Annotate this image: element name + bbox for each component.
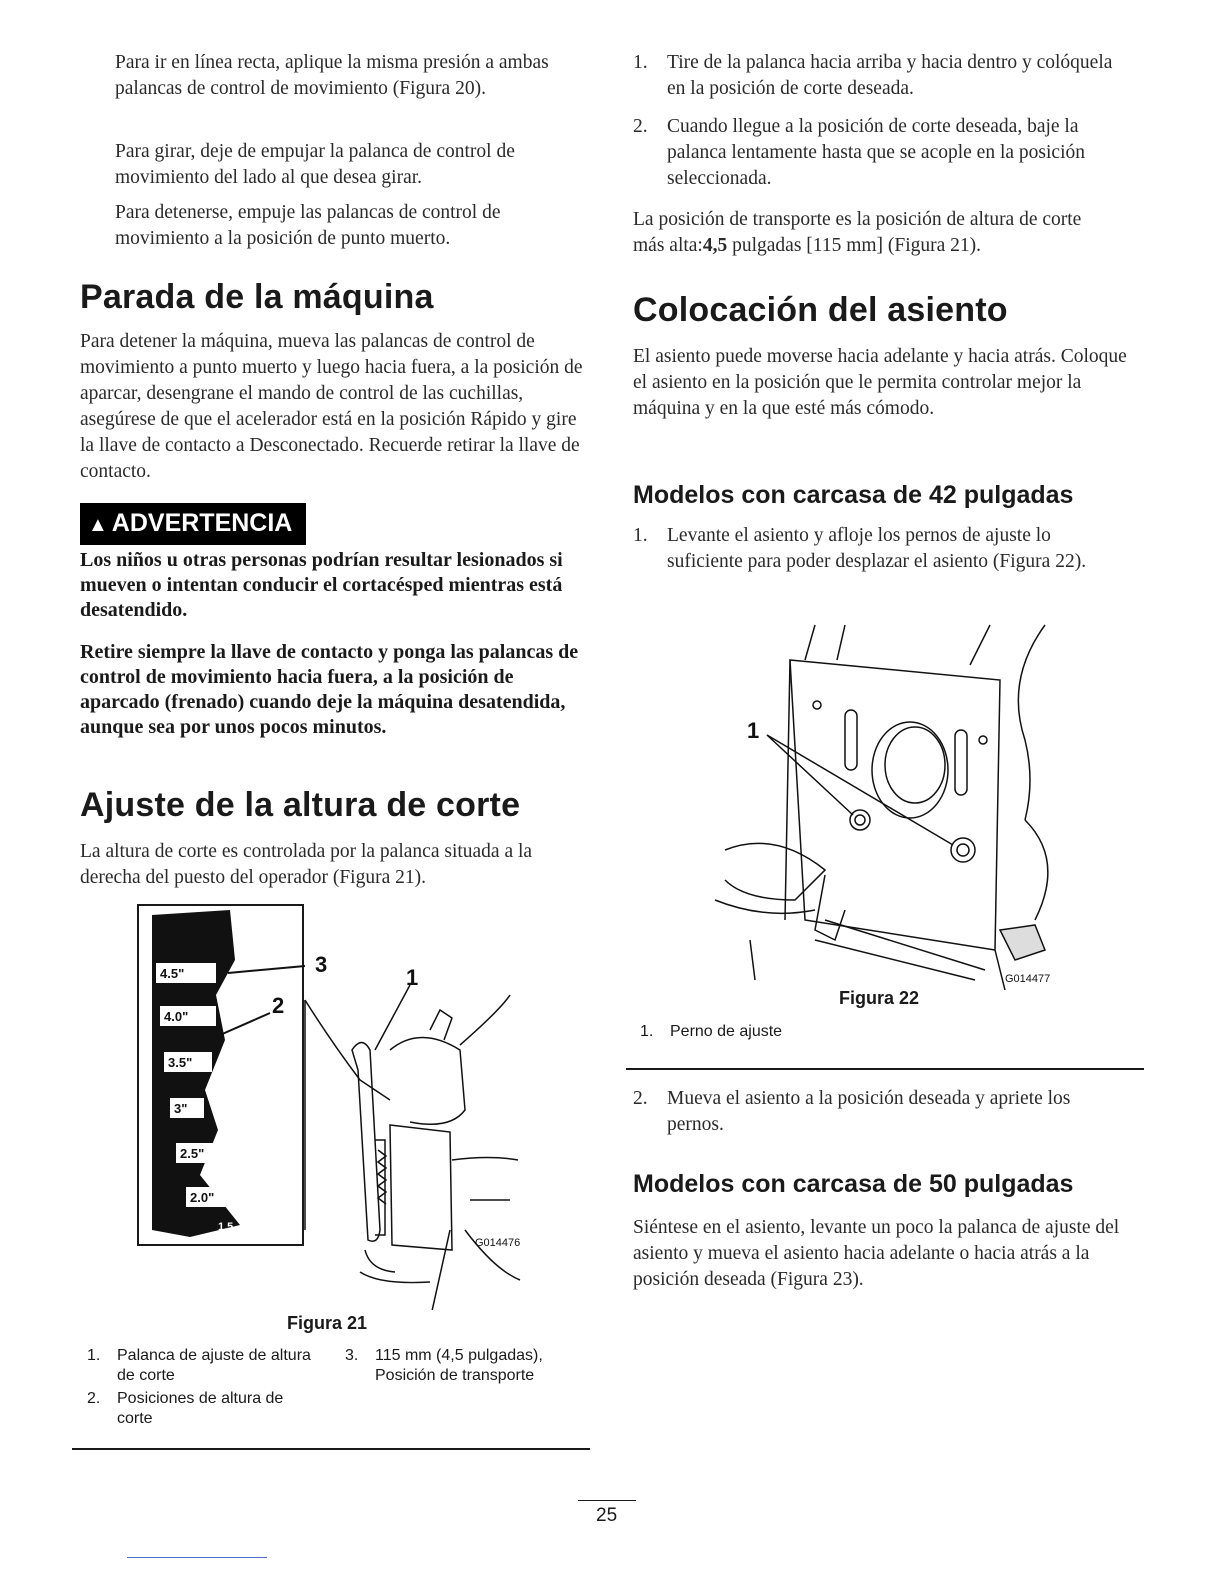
decal-3: 3": [174, 1101, 188, 1116]
footer-link-underline: [127, 1557, 267, 1558]
heading-asiento: Colocación del asiento: [633, 291, 1008, 329]
callout-1: 1: [406, 965, 419, 990]
page-number: 25: [596, 1505, 618, 1526]
figure-21-illustration: [130, 900, 530, 1310]
intro-paragraph-1: Para ir en línea recta, aplique la misma presión a ambas palancas de control de movimiento (Figura 20).: [115, 52, 549, 99]
step-1: 1. Tire de la palanca hacia arriba y hacia dentro y colóquela en la posición de corte deseada.: [633, 52, 1113, 99]
decal-4-0: 4.0": [164, 1009, 189, 1024]
bolt-icon: [850, 810, 870, 830]
parada-paragraph: Para detener la máquina, mueva las palancas de control de movimiento a punto muerto y luego hacia fuera, a la posición de aparcar, desengrane el mando de control de las cuchillas, asegúrese de que el acelerador está en la posición Rápido y gire la llave de contacto a Desconectado. Recuerde retirar la llave de contacto.: [80, 331, 583, 482]
warning-label: ▲ ADVERTENCIA: [80, 503, 306, 545]
decal-3-5: 3.5": [168, 1055, 193, 1070]
page-number-rule: [578, 1500, 636, 1501]
left-section-rule: [72, 1448, 590, 1450]
intro-paragraph-3: Para detenerse, empuje las palancas de control de movimiento a la posición de punto muerto.: [115, 202, 501, 249]
intro-paragraph-2: Para girar, deje de empujar la palanca de control de movimiento del lado al que desea girar.: [115, 141, 515, 188]
asiento-paragraph: El asiento puede moverse hacia adelante y hacia atrás. Coloque el asiento en la posición que le permita controlar mejor la máquina y en la que esté más cómodo.: [633, 346, 1127, 419]
heading-50: Modelos con carcasa de 50 pulgadas: [633, 1170, 1074, 1198]
step-42-1: 1. Levante el asiento y afloje los pernos de ajuste lo suficiente para poder desplazar el asiento (Figura 22).: [633, 525, 1087, 572]
warning-triangle-icon: ▲: [88, 514, 108, 536]
callout-1: 1: [747, 718, 760, 743]
figure-21-caption: Figura 21: [287, 1313, 368, 1333]
decal-1-5: 1.5: [218, 1221, 234, 1233]
decal-2-0: 2.0": [190, 1190, 215, 1205]
bolt-icon: [951, 838, 975, 862]
warning-paragraph-1: Los niños u otras personas podrían resultar lesionados si mueven o intentan conducir el cortacésped mientras está desatendido.: [80, 549, 563, 621]
figure-22-illustration: [705, 620, 1065, 990]
heading-parada: Parada de la máquina: [80, 278, 434, 316]
ajuste-paragraph: La altura de corte es controlada por la palanca situada a la derecha del puesto del operador (Figura 21).: [80, 841, 533, 888]
right-section-rule: [626, 1068, 1144, 1070]
decal-4-5: 4.5": [160, 966, 185, 981]
heading-42: Modelos con carcasa de 42 pulgadas: [633, 481, 1074, 509]
figure-22-legend-item-1: 1. Perno de ajuste: [640, 1023, 783, 1040]
lever-drawing: [305, 995, 520, 1310]
figure-21-code: G014476: [475, 1237, 521, 1249]
transport-paragraph: La posición de transporte es la posición de altura de corte más alta:4,5 pulgadas [115 mm] (Figura 21).: [633, 209, 1082, 256]
step-2: 2. Cuando llegue a la posición de corte deseada, baje la palanca lentamente hasta que se acople en la posición seleccionada.: [633, 116, 1085, 189]
figure-21-legend-item-3: 3. 115 mm (4,5 pulgadas), Posición de transporte: [345, 1347, 543, 1384]
heading-ajuste: Ajuste de la altura de corte: [80, 786, 521, 824]
decal-2-5: 2.5": [180, 1146, 205, 1161]
figure-22-caption: Figura 22: [839, 988, 920, 1008]
figure-21-legend-item-1: 1. Palanca de ajuste de altura de corte: [87, 1347, 311, 1384]
callout-3: 3: [315, 952, 328, 977]
warning-paragraph-2: Retire siempre la llave de contacto y ponga las palancas de control de movimiento hacia fuera, a la posición de aparcado (frenado) cuando deje la máquina desatendida, aunque sea por unos pocos minutos.: [80, 641, 579, 738]
figure-21-legend-item-2: 2. Posiciones de altura de corte: [87, 1390, 284, 1427]
paragraph-50: Siéntese en el asiento, levante un poco la palanca de ajuste del asiento y mueva el asiento hacia adelante o hacia atrás a la posición deseada (Figura 23).: [633, 1217, 1120, 1290]
callout-2: 2: [272, 993, 285, 1018]
figure-22-code: G014477: [1005, 973, 1051, 985]
step-42-2: 2. Mueva el asiento a la posición deseada y apriete los pernos.: [633, 1088, 1071, 1135]
